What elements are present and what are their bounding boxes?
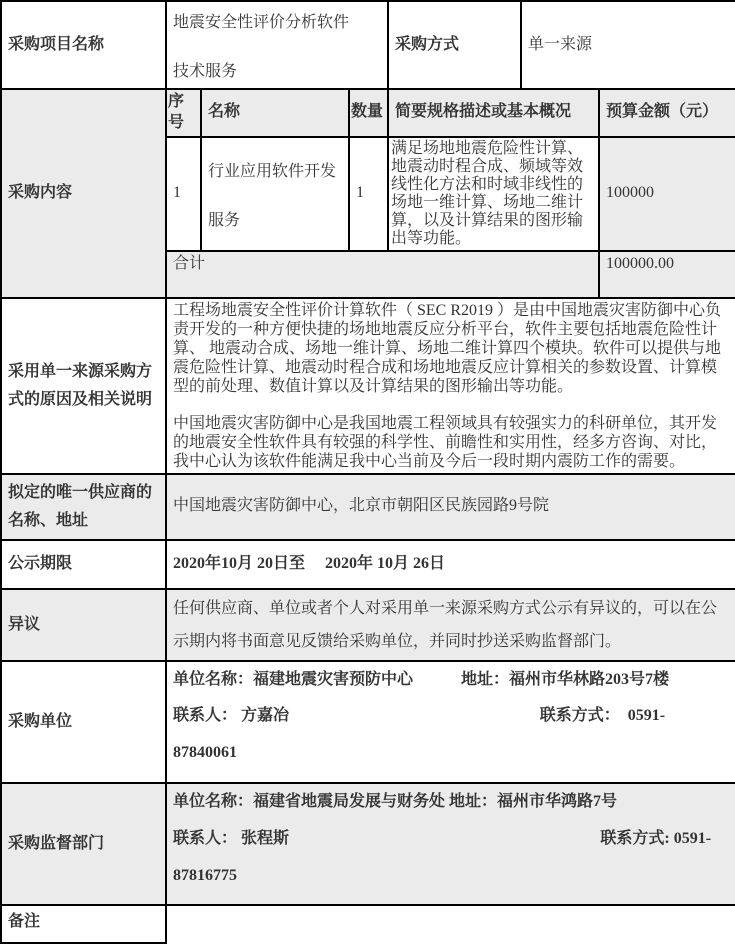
remarks-label: 备注	[1, 905, 166, 943]
remarks-value	[166, 905, 735, 943]
col-header-qty: 数量	[349, 89, 388, 137]
purchaser-phone-prefix: 联系方式： 0591-	[539, 707, 666, 725]
item-qty: 1	[349, 137, 388, 251]
content-label: 采购内容	[1, 89, 166, 298]
row-period	[1, 540, 735, 589]
item-budget: 100000	[599, 137, 735, 251]
col-header-budget: 预算金额（元）	[599, 89, 735, 137]
project-name-value	[166, 1, 388, 89]
supplier-value: 中国地震灾害防御中心，北京市朝阳区民族园路9号院	[166, 474, 735, 540]
supervisor-org-line: 单位名称：福建省地震局发展与财务处 地址：福州市华鸿路7号	[173, 792, 618, 810]
item-no: 1	[166, 137, 201, 251]
item-spec: 满足场地地震危险性计算、地震动时程合成、频域等效线性化方法和时域非线性的场地一维计算、场地二维计算，以及计算结果的图形输出等功能。	[388, 137, 599, 251]
supervisor-value	[166, 783, 735, 905]
supervisor-label: 采购监督部门	[1, 783, 166, 905]
period-label: 公示期限	[1, 540, 166, 589]
item-name	[201, 137, 349, 251]
supervisor-contact-row	[173, 829, 729, 850]
col-header-spec: 简要规格描述或基本概况	[388, 89, 599, 137]
purchaser-org-line: 单位名称：福建地震灾害预防中心 地址：福州市华林路203号7楼	[173, 670, 670, 688]
reason-value	[166, 298, 735, 474]
col-header-no: 序号	[166, 89, 201, 137]
supervisor-phone-prefix: 联系方式: 0591-	[600, 829, 712, 847]
method-value: 单一来源	[521, 1, 735, 89]
item-name-line2: 服务	[208, 211, 241, 229]
row-remarks	[1, 905, 735, 943]
project-name-line1: 地震安全性评价分析软件	[173, 14, 350, 32]
objection-label: 异议	[1, 589, 166, 661]
item-name-line1: 行业应用软件开发	[208, 162, 337, 180]
project-name-line2: 技术服务	[173, 63, 238, 80]
row-objection	[1, 589, 735, 661]
total-value: 100000.00	[599, 251, 735, 298]
purchaser-label: 采购单位	[1, 661, 166, 783]
row-project	[1, 1, 735, 89]
objection-value: 任何供应商、单位或者个人对采用单一来源采购方式公示有异议的，可以在公示期内将书面意见反馈给采购单位，并同时抄送采购监督部门。	[166, 589, 735, 661]
row-reason	[1, 298, 735, 474]
row-content-header	[1, 89, 735, 137]
method-label: 采购方式	[388, 1, 521, 89]
supplier-label: 拟定的唯一供应商的名称、地址	[1, 474, 166, 540]
reason-label: 采用单一来源采购方式的原因及相关说明	[1, 298, 166, 474]
purchaser-phone-rest: 87840061	[173, 744, 237, 762]
reason-para1: 工程场地震安全性评价计算软件（ SEC R2019 ）是由中国地震灾害防御中心负责开发的一种方便快捷的场地地震反应分析平台，软件主要包括地震危险性计算、 地震动合成、场地一维计算、场地二维计算四个模块。软件可以提供与地震危险性计算、地震动时程合成和场地地震反应计算相关的参数设置、计算模型的前处理、数值计算以及计算结果的图形输出等功能。	[173, 301, 722, 395]
row-purchaser	[1, 661, 735, 783]
col-header-name: 名称	[201, 89, 349, 137]
row-supplier	[1, 474, 735, 540]
purchaser-contact-row	[173, 706, 729, 727]
period-value: 2020年10月 20日至 2020年 10月 26日	[166, 540, 735, 589]
project-name-label: 采购项目名称	[1, 1, 166, 89]
purchaser-contact: 联系人： 方嘉冶	[173, 707, 290, 725]
supervisor-phone-rest: 87816775	[173, 866, 237, 884]
supervisor-contact: 联系人： 张程斯	[173, 829, 290, 847]
row-supervisor	[1, 783, 735, 905]
purchaser-value	[166, 661, 735, 783]
reason-para2: 中国地震灾害防御中心是我国地震工程领域具有较强实力的科研单位，其开发的地震安全性软件具有较强的科学性、前瞻性和实用性，经多方咨询、对比，我中心认为该软件能满足我中心当前及今后一段时期内震防工作的需要。	[173, 414, 718, 470]
total-label: 合计	[166, 251, 599, 298]
